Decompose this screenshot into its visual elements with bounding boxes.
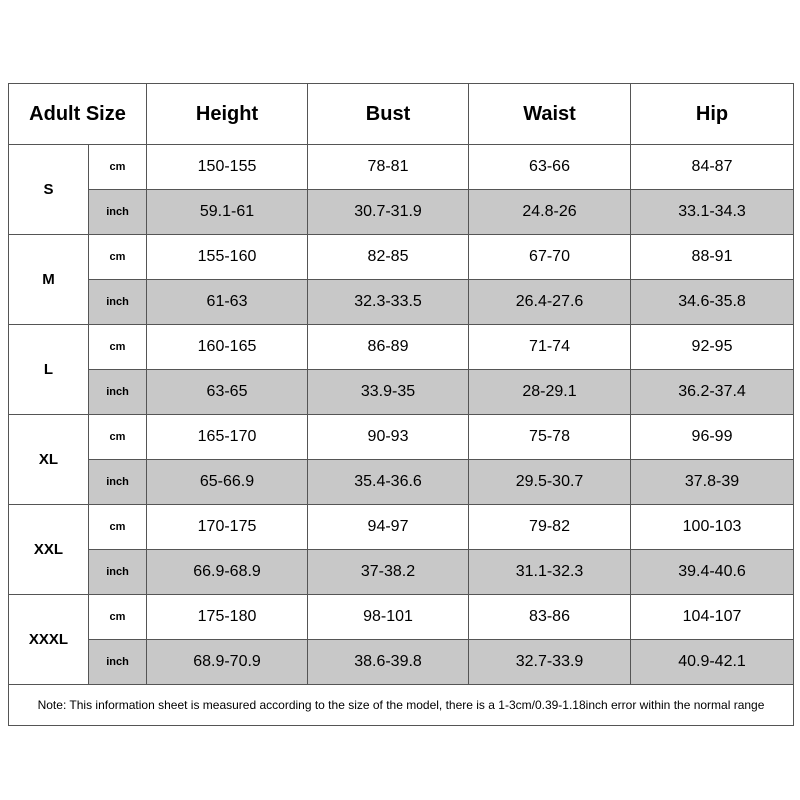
hip-value: 39.4-40.6 [631,550,794,595]
size-label: M [9,235,89,325]
waist-value: 79-82 [469,505,631,550]
table-row [9,145,794,190]
unit-label: cm [89,145,147,190]
table-row [9,325,794,370]
bust-value: 86-89 [308,325,469,370]
height-value: 59.1-61 [147,190,308,235]
hip-value: 104-107 [631,595,794,640]
waist-value: 75-78 [469,415,631,460]
hip-value: 34.6-35.8 [631,280,794,325]
table-row [9,415,794,460]
bust-value: 37-38.2 [308,550,469,595]
table-row [9,640,794,685]
bust-value: 78-81 [308,145,469,190]
hip-value: 36.2-37.4 [631,370,794,415]
height-value: 150-155 [147,145,308,190]
height-value: 155-160 [147,235,308,280]
hip-value: 84-87 [631,145,794,190]
note-row [9,685,794,726]
unit-label: inch [89,460,147,505]
table-row [9,550,794,595]
bust-value: 33.9-35 [308,370,469,415]
size-chart-table [8,83,794,726]
hip-value: 100-103 [631,505,794,550]
table-row [9,505,794,550]
header-row [9,84,794,145]
waist-value: 29.5-30.7 [469,460,631,505]
unit-label: inch [89,370,147,415]
unit-label: cm [89,415,147,460]
unit-label: cm [89,505,147,550]
waist-value: 26.4-27.6 [469,280,631,325]
bust-value: 94-97 [308,505,469,550]
header-hip: Hip [631,84,794,145]
bust-value: 30.7-31.9 [308,190,469,235]
header-height: Height [147,84,308,145]
height-value: 165-170 [147,415,308,460]
hip-value: 88-91 [631,235,794,280]
waist-value: 67-70 [469,235,631,280]
waist-value: 28-29.1 [469,370,631,415]
bust-value: 90-93 [308,415,469,460]
unit-label: cm [89,325,147,370]
height-value: 175-180 [147,595,308,640]
height-value: 160-165 [147,325,308,370]
hip-value: 40.9-42.1 [631,640,794,685]
waist-value: 71-74 [469,325,631,370]
waist-value: 83-86 [469,595,631,640]
bust-value: 35.4-36.6 [308,460,469,505]
hip-value: 33.1-34.3 [631,190,794,235]
unit-label: cm [89,235,147,280]
bust-value: 98-101 [308,595,469,640]
waist-value: 31.1-32.3 [469,550,631,595]
waist-value: 63-66 [469,145,631,190]
bust-value: 82-85 [308,235,469,280]
bust-value: 32.3-33.5 [308,280,469,325]
bust-value: 38.6-39.8 [308,640,469,685]
height-value: 65-66.9 [147,460,308,505]
measurement-note: Note: This information sheet is measured according to the size of the model, there is a 1-3cm/0.39-1.18inch error within the normal range [9,685,794,726]
waist-value: 32.7-33.9 [469,640,631,685]
table-row [9,280,794,325]
unit-label: inch [89,640,147,685]
hip-value: 37.8-39 [631,460,794,505]
unit-label: cm [89,595,147,640]
header-waist: Waist [469,84,631,145]
table-row [9,595,794,640]
height-value: 68.9-70.9 [147,640,308,685]
header-bust: Bust [308,84,469,145]
size-label: L [9,325,89,415]
size-label: XXL [9,505,89,595]
table-row [9,190,794,235]
height-value: 170-175 [147,505,308,550]
header-adult-size: Adult Size [9,84,147,145]
size-label: S [9,145,89,235]
unit-label: inch [89,190,147,235]
unit-label: inch [89,550,147,595]
height-value: 66.9-68.9 [147,550,308,595]
size-label: XXXL [9,595,89,685]
waist-value: 24.8-26 [469,190,631,235]
unit-label: inch [89,280,147,325]
hip-value: 96-99 [631,415,794,460]
table-row [9,370,794,415]
hip-value: 92-95 [631,325,794,370]
height-value: 61-63 [147,280,308,325]
table-row [9,460,794,505]
size-label: XL [9,415,89,505]
height-value: 63-65 [147,370,308,415]
table-row [9,235,794,280]
